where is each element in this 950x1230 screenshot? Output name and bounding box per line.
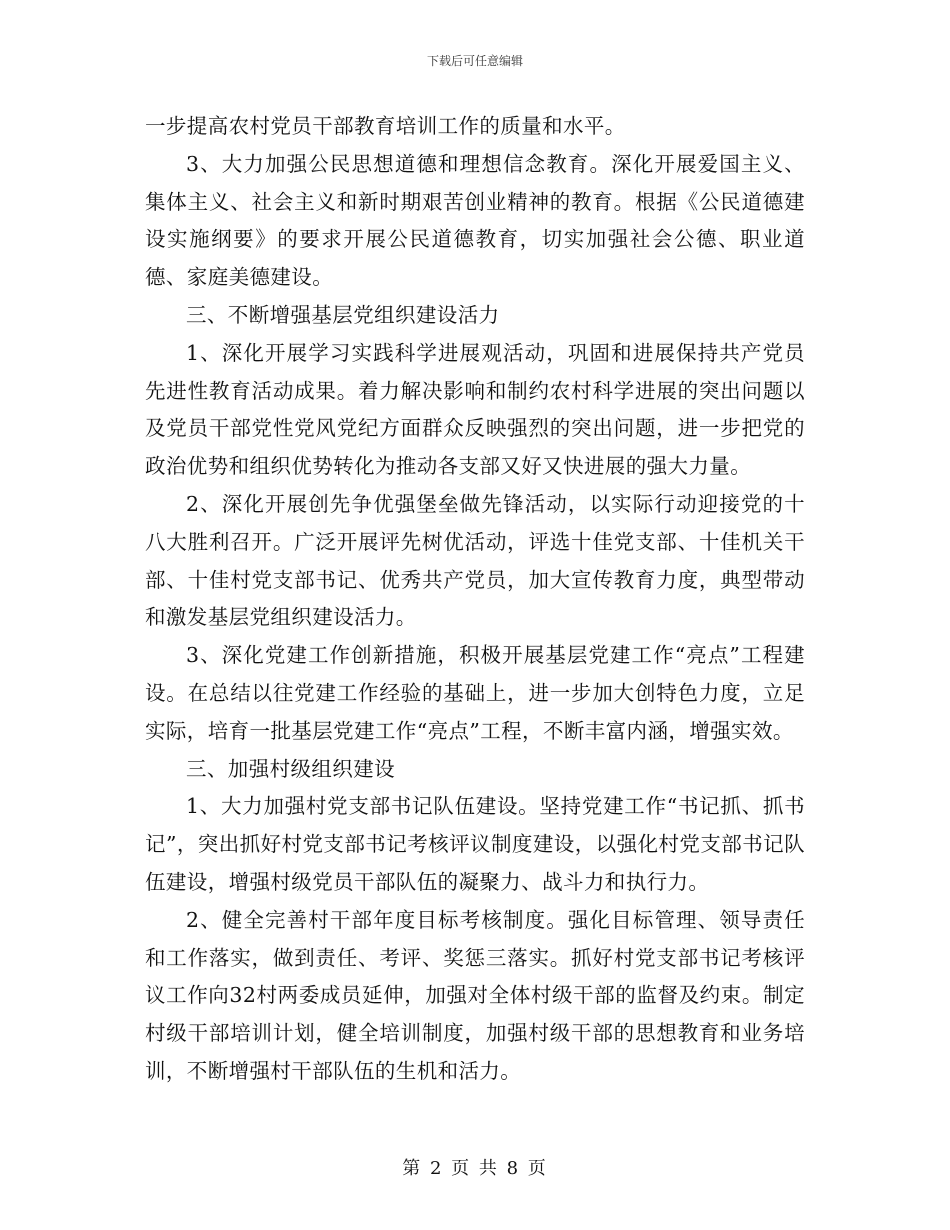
paragraph-item-2-excellence-campaign: 2、深化开展创先争优强堡垒做先锋活动，以实际行动迎接党的十八大胜利召开。广泛开展评先树优活动，评选十佳党支部、十佳机关干部、十佳村党支部书记、优秀共产党员，加大宣传教育力度，典型带动和激发基层党组织建设活力。 (145, 491, 805, 630)
paragraph-item-3-moral-education: 3、大力加强公民思想道德和理想信念教育。深化开展爱国主义、集体主义、社会主义和新时期艰苦创业精神的教育。根据《公民道德建设实施纲要》的要求开展公民道德教育，切实加强社会公德、职业道德、家庭美德建设。 (145, 151, 805, 290)
document-body (145, 108, 805, 1091)
page-header: 下载后可任意编辑 (426, 54, 523, 68)
paragraph-continuation: 一步提高农村党员干部教育培训工作的质量和水平。 (145, 114, 626, 138)
page-footer: 第 2 页 共 8 页 (402, 1158, 548, 1179)
paragraph-item-3-highlight-project: 3、深化党建工作创新措施，积极开展基层党建工作“亮点”工程建设。在总结以往党建工作经验的基础上，进一步加大创特色力度，立足实际，培育一批基层党建工作“亮点”工程，不断丰富内涵，增强实效。 (145, 643, 805, 743)
section-heading-village-organization: 三、加强村级组织建设 (186, 756, 395, 781)
section-heading-grassroots-vitality: 三、不断增强基层党组织建设活力 (186, 302, 500, 327)
paragraph-item-1-study-practice: 1、深化开展学习实践科学进展观活动，巩固和进展保持共产党员先进性教育活动成果。着力解决影响和制约农村科学进展的突出问题以及党员干部党性党风党纪方面群众反映强烈的突出问题，进一步把党的政治优势和组织优势转化为推动各支部又好又快进展的强大力量。 (145, 340, 805, 479)
paragraph-item-2-annual-assessment: 2、健全完善村干部年度目标考核制度。强化目标管理、领导责任和工作落实，做到责任、考评、奖惩三落实。抓好村党支部书记考核评议工作向32村两委成员延伸，加强对全体村级干部的监督及约束。制定村级干部培训计划，健全培训制度，加强村级干部的思想教育和业务培训，不断增强村干部队伍的生机和活力。 (145, 907, 805, 1083)
paragraph-item-1-secretary-team: 1、大力加强村党支部书记队伍建设。坚持党建工作“书记抓、抓书记”，突出抓好村党支部书记考核评议制度建设，以强化村党支部书记队伍建设，增强村级党员干部队伍的凝聚力、战斗力和执行力。 (145, 794, 805, 894)
